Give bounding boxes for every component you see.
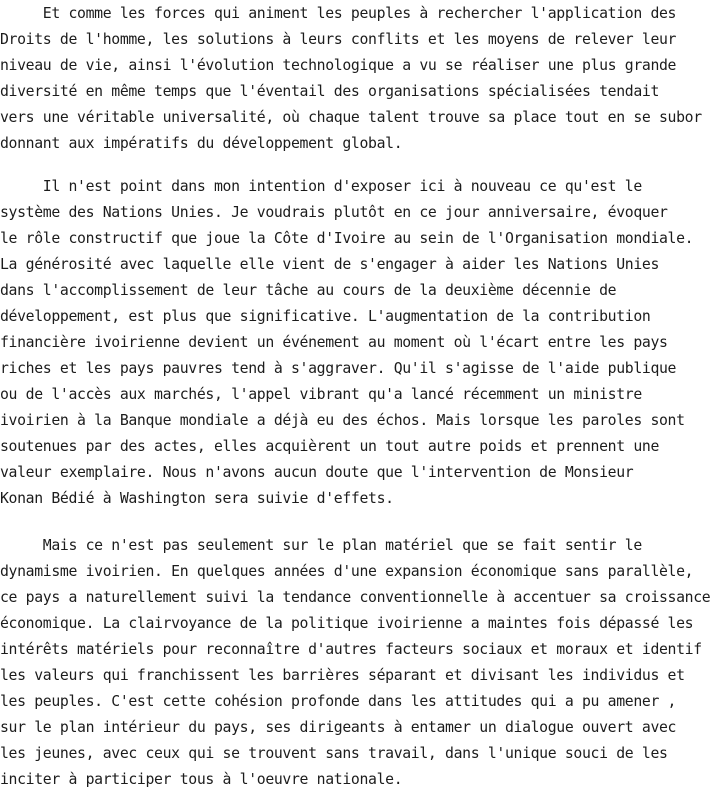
- text-line: La générosité avec laquelle elle vient de s'engager à aider les Nations Unies: [0, 256, 660, 273]
- text-line: les jeunes, avec ceux qui se trouvent sans travail, dans l'unique souci de les: [0, 745, 668, 762]
- text-line: ce pays a naturellement suivi la tendance conventionnelle à accentuer sa croissance: [0, 589, 711, 606]
- text-line: ou de l'accès aux marchés, l'appel vibrant qu'a lancé récemment un ministre: [0, 386, 642, 403]
- text-line: dynamisme ivoirien. En quelques années d'une expansion économique sans parallèle,: [0, 563, 694, 580]
- text-line: Et comme les forces qui animent les peuples à rechercher l'application des: [0, 5, 677, 22]
- text-line: le rôle constructif que joue la Côte d'Ivoire au sein de l'Organisation mondiale.: [0, 230, 694, 247]
- text-line: financière ivoirienne devient un événement au moment où l'écart entre les pays: [0, 334, 668, 351]
- text-line: Konan Bédié à Washington sera suivie d'effets.: [0, 490, 394, 507]
- text-line: Il n'est point dans mon intention d'exposer ici à nouveau ce qu'est le: [0, 178, 642, 195]
- text-line: donnant aux impératifs du développement global.: [0, 135, 403, 152]
- text-line: valeur exemplaire. Nous n'avons aucun doute que l'intervention de Monsieur: [0, 464, 634, 481]
- text-line: diversité en même temps que l'éventail des organisations spécialisées tendait: [0, 83, 660, 100]
- text-line: ivoirien à la Banque mondiale a déjà eu des échos. Mais lorsque les paroles sont: [0, 412, 685, 429]
- text-line: intérêts matériels pour reconnaître d'autres facteurs sociaux et moraux et identif: [0, 641, 702, 658]
- text-line: niveau de vie, ainsi l'évolution technologique a vu se réaliser une plus grande: [0, 57, 677, 74]
- text-line: Mais ce n'est pas seulement sur le plan matériel que se fait sentir le: [0, 537, 642, 554]
- text-line: inciter à participer tous à l'oeuvre nationale.: [0, 771, 403, 788]
- text-line: développement, est plus que significative. L'augmentation de la contribution: [0, 308, 651, 325]
- text-line: les peuples. C'est cette cohésion profonde dans les attitudes qui a pu amener ,: [0, 693, 677, 710]
- text-line: Droits de l'homme, les solutions à leurs conflits et les moyens de relever leur: [0, 31, 677, 48]
- text-line: les valeurs qui franchissent les barrières séparant et divisant les individus et: [0, 667, 685, 684]
- text-line: système des Nations Unies. Je voudrais plutôt en ce jour anniversaire, évoquer: [0, 204, 668, 221]
- text-line: économique. La clairvoyance de la politique ivoirienne a maintes fois dépassé les: [0, 615, 694, 632]
- text-line: sur le plan intérieur du pays, ses dirigeants à entamer un dialogue ouvert avec: [0, 719, 677, 736]
- text-line: vers une véritable universalité, où chaque talent trouve sa place tout en se subor: [0, 109, 702, 126]
- text-line: dans l'accomplissement de leur tâche au cours de la deuxième décennie de: [0, 282, 617, 299]
- text-line: riches et les pays pauvres tend à s'aggraver. Qu'il s'agisse de l'aide publique: [0, 360, 677, 377]
- text-line: soutenues par des actes, elles acquièrent un tout autre poids et prennent une: [0, 438, 660, 455]
